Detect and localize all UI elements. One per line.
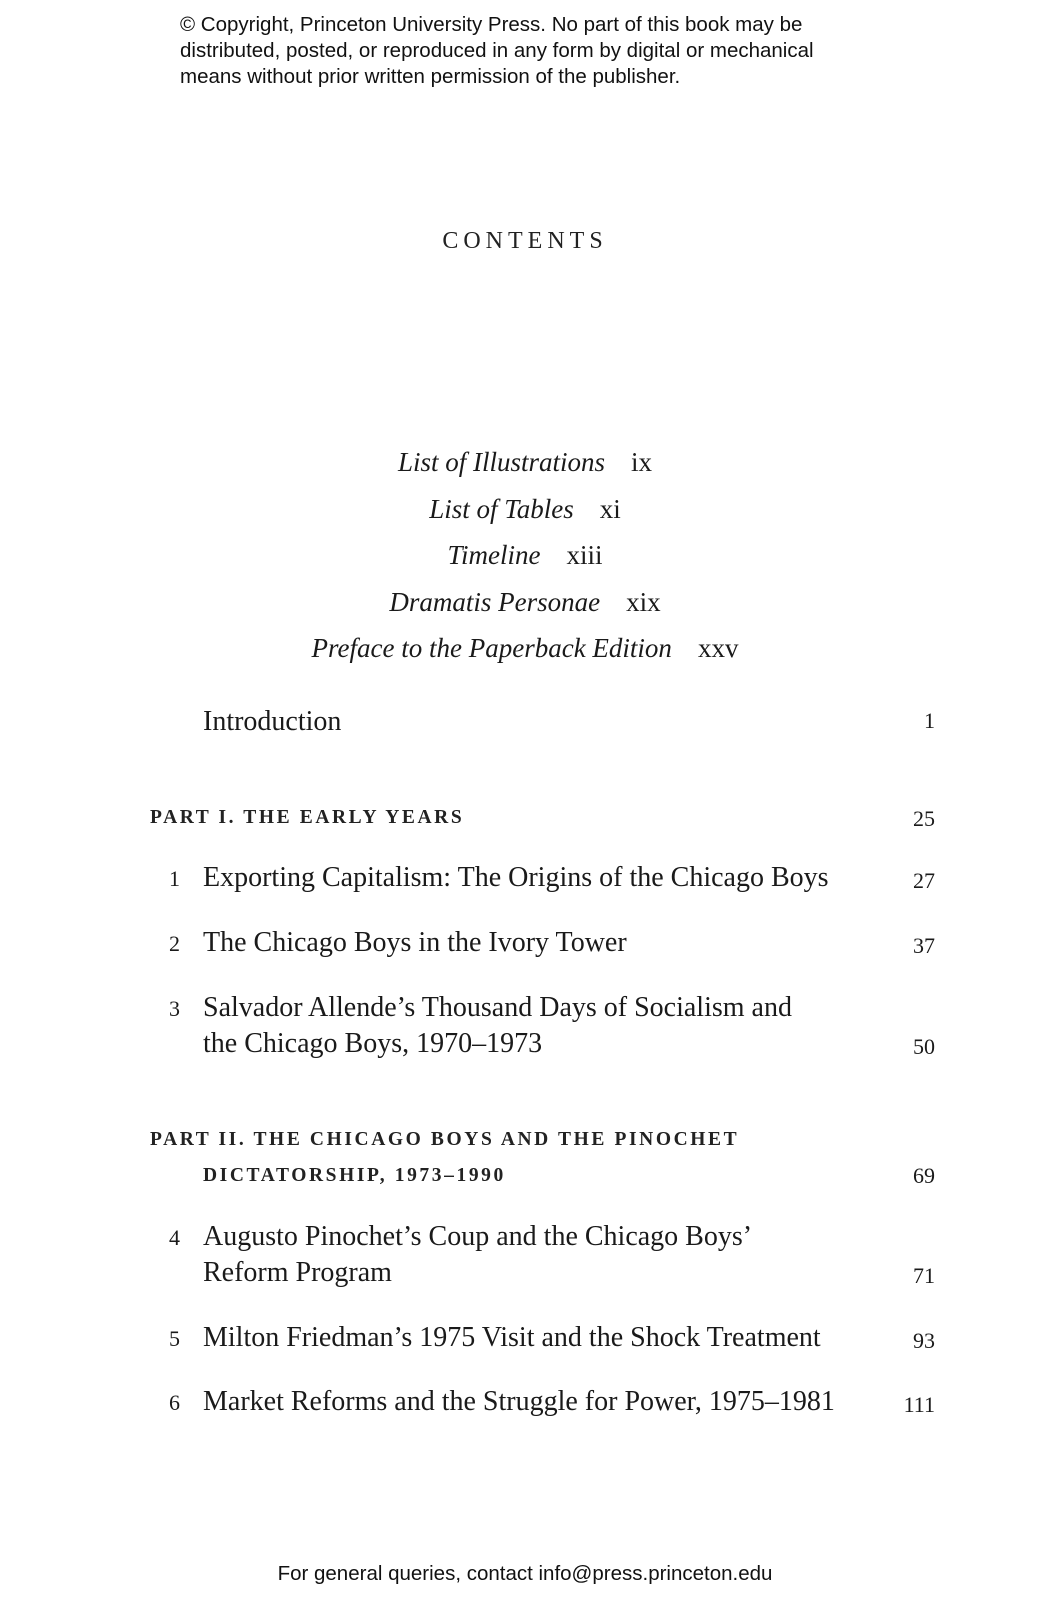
chapter-number: 2: [169, 931, 180, 956]
footer-contact: For general queries, contact info@press.princeton.edu: [277, 1562, 773, 1585]
chapter-number: 4: [169, 1225, 180, 1250]
chapter-page: 71: [913, 1263, 935, 1288]
chapter-page: 111: [903, 1392, 935, 1417]
front-matter-item[interactable]: [0, 633, 1050, 680]
chapter-number: 3: [169, 996, 180, 1021]
front-matter-list: [0, 447, 1050, 680]
copyright-line: © Copyright, Princeton University Press. No part of this book may be: [180, 13, 803, 36]
chapter-number: 6: [169, 1390, 180, 1415]
chapter-page: 37: [913, 933, 935, 958]
chapter-title: Market Reforms and the Struggle for Power, 1975–1981: [203, 1386, 835, 1417]
front-matter-page: ix: [631, 447, 653, 477]
copyright-line: means without prior written permission of the publisher.: [180, 65, 681, 88]
chapter-number: 1: [169, 866, 180, 891]
copyright-line: distributed, posted, or reproduced in any form by digital or mechanical: [180, 39, 814, 62]
part-title: PART II. THE CHICAGO BOYS AND THE PINOCHET: [150, 1129, 740, 1150]
chapter-page: 50: [913, 1034, 935, 1059]
chapter-page: 93: [913, 1328, 935, 1353]
front-matter-item[interactable]: [0, 447, 1050, 494]
front-matter-title: List of Tables: [429, 493, 574, 524]
front-matter-page: xix: [626, 586, 661, 617]
front-matter-title: Timeline: [447, 540, 541, 570]
entry-title: Introduction: [203, 706, 342, 737]
chapter-title: Exporting Capitalism: The Origins of the Chicago Boys: [203, 862, 829, 893]
front-matter-item[interactable]: [0, 540, 1050, 587]
front-matter-page: xxv: [697, 633, 739, 663]
chapter-title: Salvador Allende’s Thousand Days of Socialism and: [203, 992, 792, 1023]
part-page: 69: [913, 1163, 935, 1188]
copyright-notice: [180, 12, 900, 90]
chapter-title: Augusto Pinochet’s Coup and the Chicago Boys’: [203, 1221, 753, 1252]
front-matter-title: Preface to the Paperback Edition: [311, 633, 672, 663]
front-matter-page: xiii: [566, 540, 603, 570]
part-page: 25: [913, 806, 935, 831]
front-matter-item[interactable]: [0, 494, 1050, 541]
part-title: PART I. THE EARLY YEARS: [150, 807, 465, 828]
chapter-title: Milton Friedman’s 1975 Visit and the Shock Treatment: [203, 1322, 821, 1353]
front-matter-title: Dramatis Personae: [389, 586, 601, 617]
part-title-cont: DICTATORSHIP, 1973–1990: [203, 1165, 506, 1186]
chapter-title-cont: the Chicago Boys, 1970–1973: [203, 1028, 543, 1059]
front-matter-item[interactable]: [0, 587, 1050, 634]
front-matter-title: List of Illustrations: [397, 447, 606, 477]
chapter-title: The Chicago Boys in the Ivory Tower: [203, 927, 627, 958]
chapter-page: 27: [913, 868, 935, 893]
chapter-title-cont: Reform Program: [203, 1257, 392, 1288]
entry-page: 1: [924, 708, 935, 733]
chapter-number: 5: [169, 1326, 180, 1351]
contents-heading: CONTENTS: [442, 228, 608, 254]
front-matter-page: xi: [599, 493, 621, 524]
